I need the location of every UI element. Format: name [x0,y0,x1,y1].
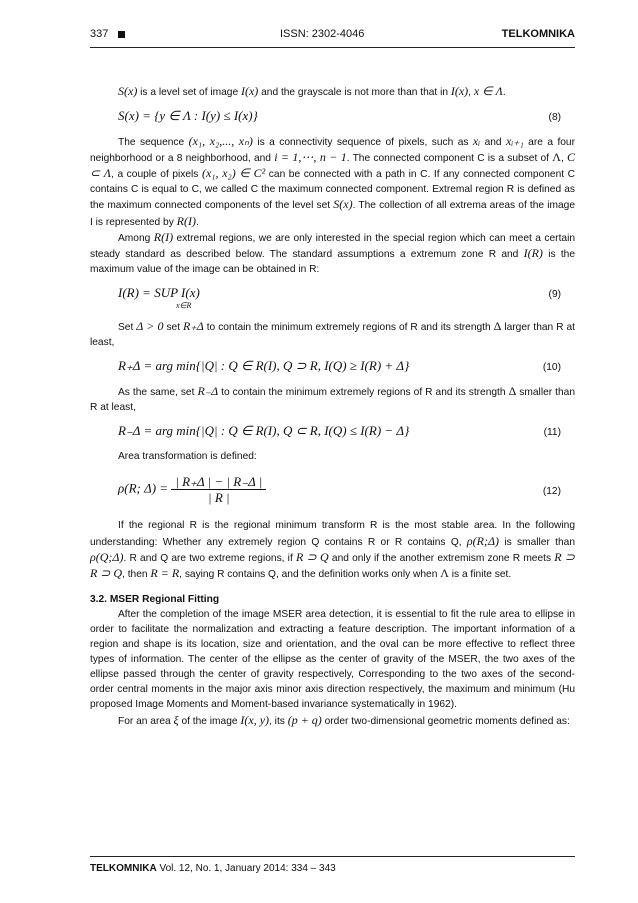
paragraph-connectivity: The sequence (x₁, x₂,..., xₙ) is a connectivity sequence of pixels, such as xᵢ and xᵢ₊₁ are a four neighborhood or a 8 neighborhood, and i = 1,⋯, n − 1. The connected component C is a subset of Λ, C ⊂ Λ, a couple of pixels (x₁, x₂) ∈ C² can be connected with a path in C. If any connected component C contains C is equal to C, we called C the maximum connected component. Extremal region R is defined as the maximum connected components of the level set S(x). The collection of all extrema areas of the image I is represented by R(I). [90,134,576,228]
paragraph-set-minus-delta: As the same, set R₋Δ to contain the minimum extremely regions of R and its strength Δ smaller than R at least, [90,384,575,414]
header-rule [90,47,575,48]
square-bullet-icon [118,31,125,38]
equation-8: S(x) = {y ∈ Λ : I(y) ≤ I(x)} (8) [118,108,561,124]
page-header [90,28,575,44]
paragraph-level-set: S(x) is a level set of image I(x) and the grayscale is not more than that in I(x), x ∈ Λ. [118,84,506,98]
paragraph-extremal-regions: Among R(I) extremal regions, we are only interested in the special region which can meet a certain steady standard as described below. The standard assumptions a extremum zone R and I(R) is the maximum value of the image can be obtained in R: [90,229,575,275]
paragraph-stable-area: If the regional R is the regional minimum transform R is the most stable area. In the following understanding: Whether any extremely region Q contains R or R contains Q, ρ(R;Δ) is smaller than ρ(Q;Δ). R and Q are two extreme regions, if R ⊃ Q and only if the another extremism zone R meets R ⊃ R ⊃ Q, then R = R, saying R contains Q, and the definition works only when Λ is a finite set. [90,520,575,580]
equation-11: R₋Δ = arg min{|Q| : Q ∈ R(I), Q ⊂ R, I(Q) ≤ I(R) − Δ} (11) [118,423,561,439]
footer-citation: Vol. 12, No. 1, January 2014: 334 – 343 [159,863,336,874]
section-heading: 3.2. MSER Regional Fitting [90,593,220,605]
paper-body [90,84,575,729]
paragraph-moments: For an area ξ of the image I(x, y), its (p + q) order two-dimensional geometric moments defined as: [118,712,570,727]
page-footer [90,863,336,874]
paragraph-area-transform: Area transformation is defined: [118,451,257,463]
equation-12: ρ(R; Δ) = $\frac{| R_+\Delta | - | R_-\Delta |}{| R |}$ (12) [118,474,561,506]
equation-9: I(R) = SUP I(x) x∈R (9) [118,284,561,310]
paragraph-set-delta: Set Δ > 0 set R₊Δ to contain the minimum extremely regions of R and its strength Δ larger than R at least, [90,318,575,349]
journal-name: TELKOMNIKA [501,28,575,40]
footer-rule [90,856,575,857]
equation-10: R₊Δ = arg min{|Q| : Q ∈ R(I), Q ⊃ R, I(Q) ≥ I(R) + Δ} (10) [118,358,561,374]
paragraph-mser-fitting: After the completion of the image MSER area detection, it is essential to fit the rule area to ellipse in order to facilitate the normalization and extracting a feature description. The important information of a region and shape is its location, size and orientation, and the oval can be more effective to reflect three types of information. The center of the ellipse as the center of gravity of the MSER, the two axes of the ellipse passed through the center of gravity respectively, Corresponding to the two axes of the second-order central moments in the major axis minor axis direction respectively, the maximum and minimum (Hu proposed Image Moments and Moment-based invariance systematically in 1962). [90,608,575,711]
footer-journal: TELKOMNIKA [90,863,157,874]
page-number: 337 [90,28,109,40]
issn-text: ISSN: 2302-4046 [280,28,365,40]
